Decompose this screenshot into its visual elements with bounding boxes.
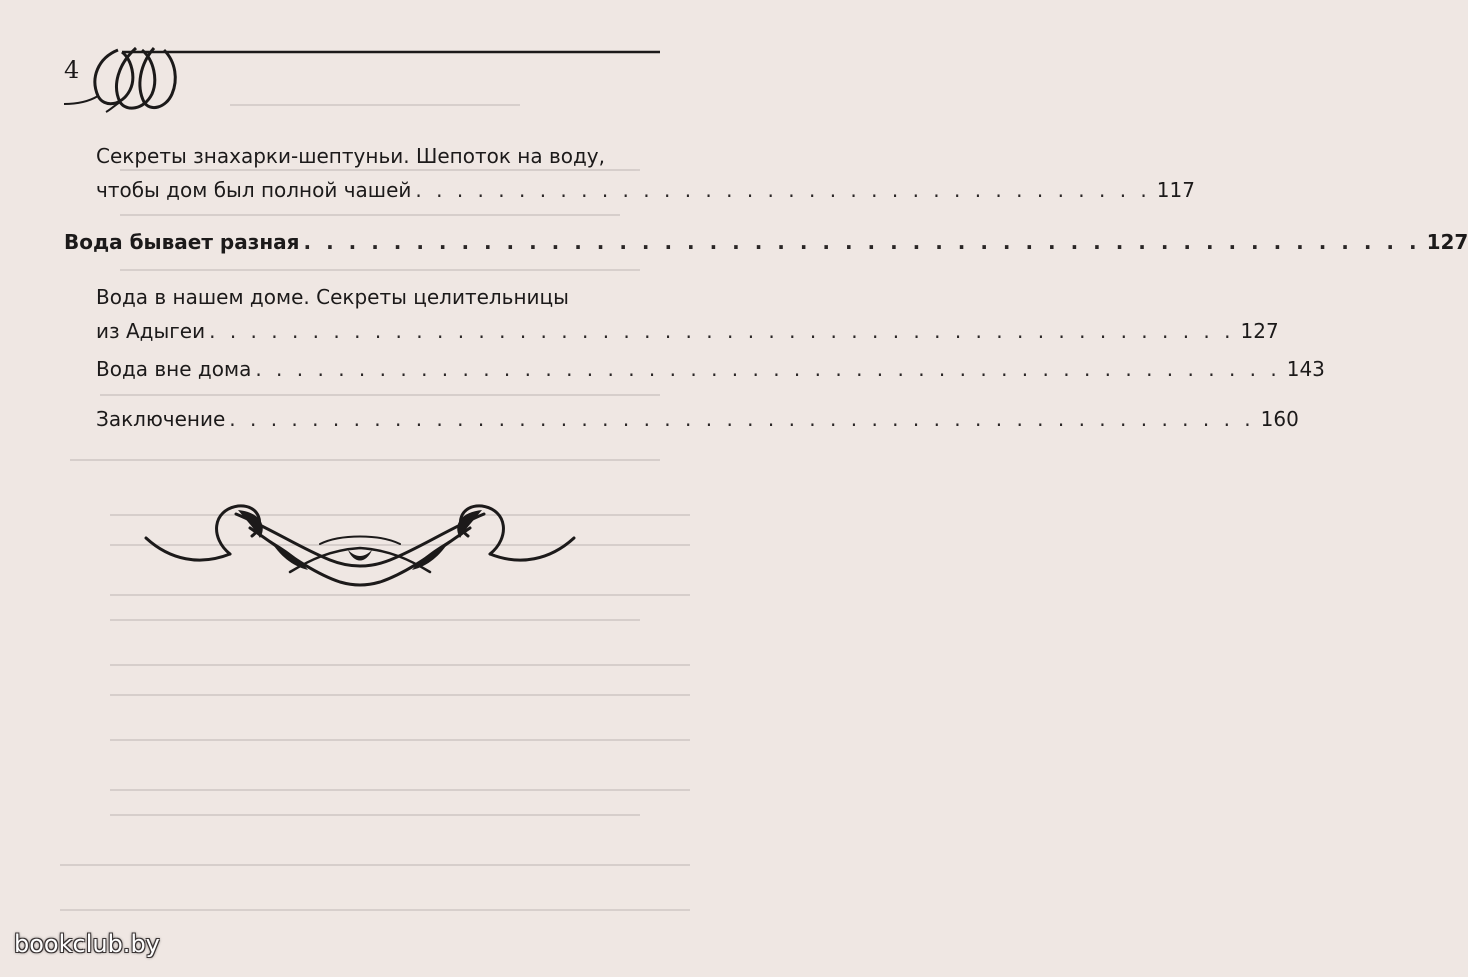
toc-entry-page: 143 xyxy=(1286,357,1325,381)
leader-dots: . . . . . . . . . . . . . . . . . . . . . . . . . . . . . . . . . . . . . . . . . . . . . . . . . . xyxy=(303,230,1421,254)
toc-entry-line xyxy=(96,280,662,314)
toc-entry-page: 127 xyxy=(1426,230,1468,254)
toc-entry-title-line-1: Вода в нашем доме. Секреты целительницы xyxy=(96,285,569,309)
toc-entry-line xyxy=(96,173,1195,207)
toc-entry-line xyxy=(96,402,1299,436)
toc-entry-title: Вода вне дома xyxy=(96,357,252,381)
toc-entry-title-line-2: чтобы дом был полной чашей xyxy=(96,178,412,202)
toc-entry-line xyxy=(96,314,1279,348)
toc-entry xyxy=(96,352,1325,386)
toc-entry-title-line-2: из Адыгеи xyxy=(96,319,206,343)
toc-entry xyxy=(96,402,1299,436)
site-watermark: bookclub.by xyxy=(14,930,160,958)
toc-entry-line xyxy=(96,352,1325,386)
toc-entry-page: 117 xyxy=(1156,178,1195,202)
leader-dots: . . . . . . . . . . . . . . . . . . . . . . . . . . . . . . . . . . . . . . . . . . . . . . . . . . xyxy=(209,319,1235,343)
toc-entry-section xyxy=(64,225,1468,259)
toc-entry-page: 127 xyxy=(1240,319,1279,343)
toc-entry xyxy=(96,139,1195,207)
toc-entry-title: Вода бывает разная xyxy=(64,230,300,254)
toc-entry-page: 160 xyxy=(1260,407,1299,431)
leader-dots: . . . . . . . . . . . . . . . . . . . . . . . . . . . . . . . . . . . . . . . . . . . . . . . . . . xyxy=(229,407,1255,431)
toc-entry-line xyxy=(96,139,662,173)
ribbon-divider-ornament xyxy=(140,488,580,598)
header-ornament xyxy=(58,38,668,118)
toc-entry-line xyxy=(64,225,1468,259)
toc-entry xyxy=(96,280,1279,348)
leader-dots: . . . . . . . . . . . . . . . . . . . . . . . . . . . . . . . . . . . . xyxy=(415,178,1151,202)
toc-entry-title: Заключение xyxy=(96,407,226,431)
leader-dots: . . . . . . . . . . . . . . . . . . . . . . . . . . . . . . . . . . . . . . . . . . . . . . . . . . xyxy=(255,357,1281,381)
toc-entry-title-line-1: Секреты знахарки-шептуньи. Шепоток на воду, xyxy=(96,144,606,168)
page-number: 4 xyxy=(64,56,80,84)
